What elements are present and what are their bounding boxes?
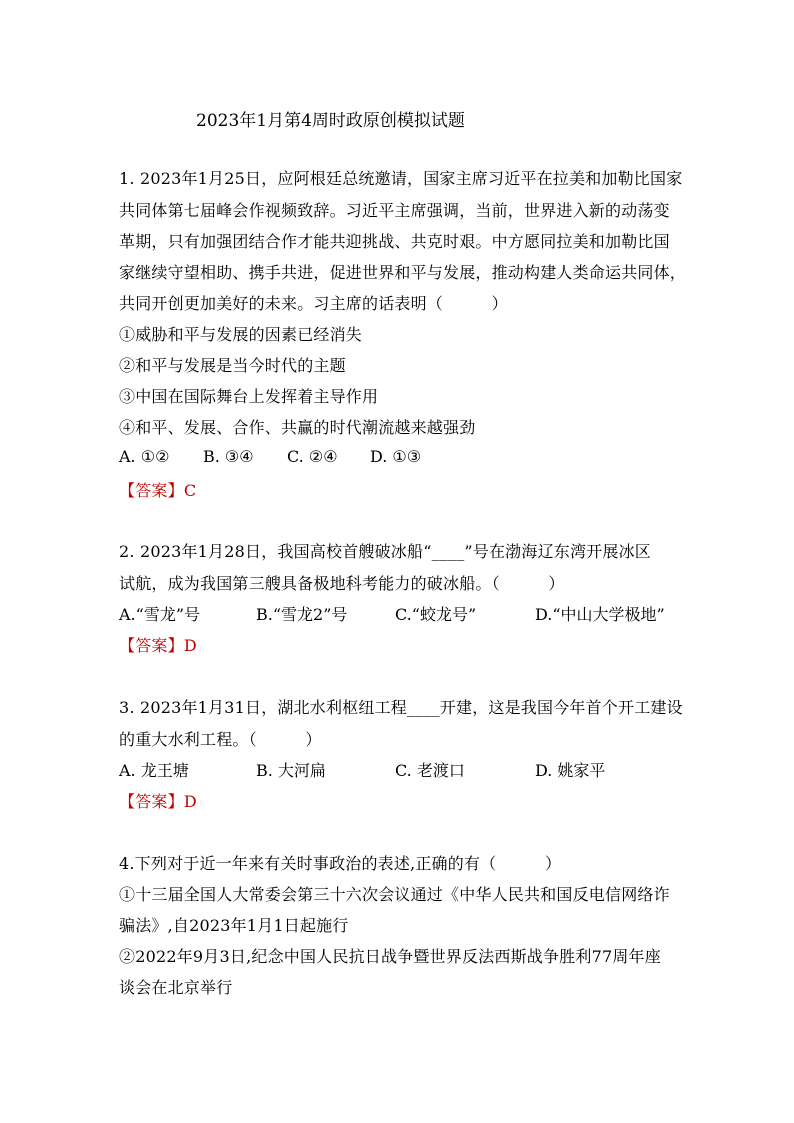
q1-line-1: 1. 2023年1月25日，应阿根廷总统邀请，国家主席习近平在拉美和加勒比国家 [119, 169, 683, 188]
q2-option-c: C.“蛟龙号” [395, 605, 477, 624]
q2-answer [119, 633, 197, 656]
q4-line-2: ①十三届全国人大常委会第三十六次会议通过《中华人民共和国反电信网络诈 [119, 885, 670, 904]
q1-item-4: ④和平、发展、合作、共赢的时代潮流越来越强劲 [119, 418, 476, 437]
answer-label: 【答案】 [119, 481, 184, 500]
answer-value: D [183, 792, 197, 811]
q1-option-b: B. ③④ [203, 447, 254, 466]
answer-value: C [183, 481, 197, 500]
q1-line-2: 共同体第七届峰会作视频致辞。习近平主席强调，当前，世界进入新的动荡变 [119, 201, 670, 220]
q3-option-d: D. 姚家平 [535, 761, 606, 780]
q3-line-1: 3. 2023年1月31日，湖北水利枢纽工程____开建，这是我国今年首个开工建设 [119, 698, 683, 717]
q4-line-3: 骗法》,自2023年1月1日起施行 [119, 916, 349, 935]
q2-option-b: B.“雪龙2”号 [256, 605, 348, 624]
q3-option-b: B. 大河扁 [256, 761, 326, 780]
q1-item-3: ③中国在国际舞台上发挥着主导作用 [119, 387, 379, 406]
q3-option-c: C. 老渡口 [395, 761, 465, 780]
q1-line-3: 革期，只有加强团结合作才能共迎挑战、共克时艰。中方愿同拉美和加勒比国 [119, 232, 670, 251]
q2-option-a: A.“雪龙”号 [119, 605, 201, 624]
q4-line-4: ②2022年9月3日,纪念中国人民抗日战争暨世界反法西斯战争胜利77周年座 [119, 947, 661, 966]
q1-item-2: ②和平与发展是当今时代的主题 [119, 356, 346, 375]
q1-line-5: 共同开创更加美好的未来。习主席的话表明（ ） [119, 294, 508, 313]
answer-value: D [183, 636, 197, 655]
answer-label: 【答案】 [119, 636, 184, 655]
q4-line-5: 谈会在北京举行 [119, 978, 233, 997]
document-title: 2023年1月第4周时政原创模拟试题 [196, 111, 465, 131]
q3-option-a: A. 龙王塘 [119, 761, 189, 780]
q1-item-1: ①威胁和平与发展的因素已经消失 [119, 325, 363, 344]
q2-line-1: 2. 2023年1月28日，我国高校首艘破冰船“____”号在渤海辽东湾开展冰区 [119, 542, 651, 561]
q1-option-a: A. ①② [119, 447, 170, 466]
q2-line-2: 试航，成为我国第三艘具备极地科考能力的破冰船。（ ） [119, 574, 565, 593]
q1-answer [119, 478, 196, 501]
q3-answer [119, 789, 197, 812]
q1-line-4: 家继续守望相助、携手共进，促进世界和平与发展，推动构建人类命运共同体， [119, 263, 687, 282]
q1-option-d: D. ①③ [370, 447, 422, 466]
q1-option-c: C. ②④ [287, 447, 338, 466]
q4-line-1: 4.下列对于近一年来有关时事政治的表述,正确的有（ ） [119, 854, 562, 873]
q3-line-2: 的重大水利工程。（ ） [119, 730, 322, 749]
answer-label: 【答案】 [119, 792, 184, 811]
q2-option-d: D.“中山大学极地” [535, 605, 665, 624]
